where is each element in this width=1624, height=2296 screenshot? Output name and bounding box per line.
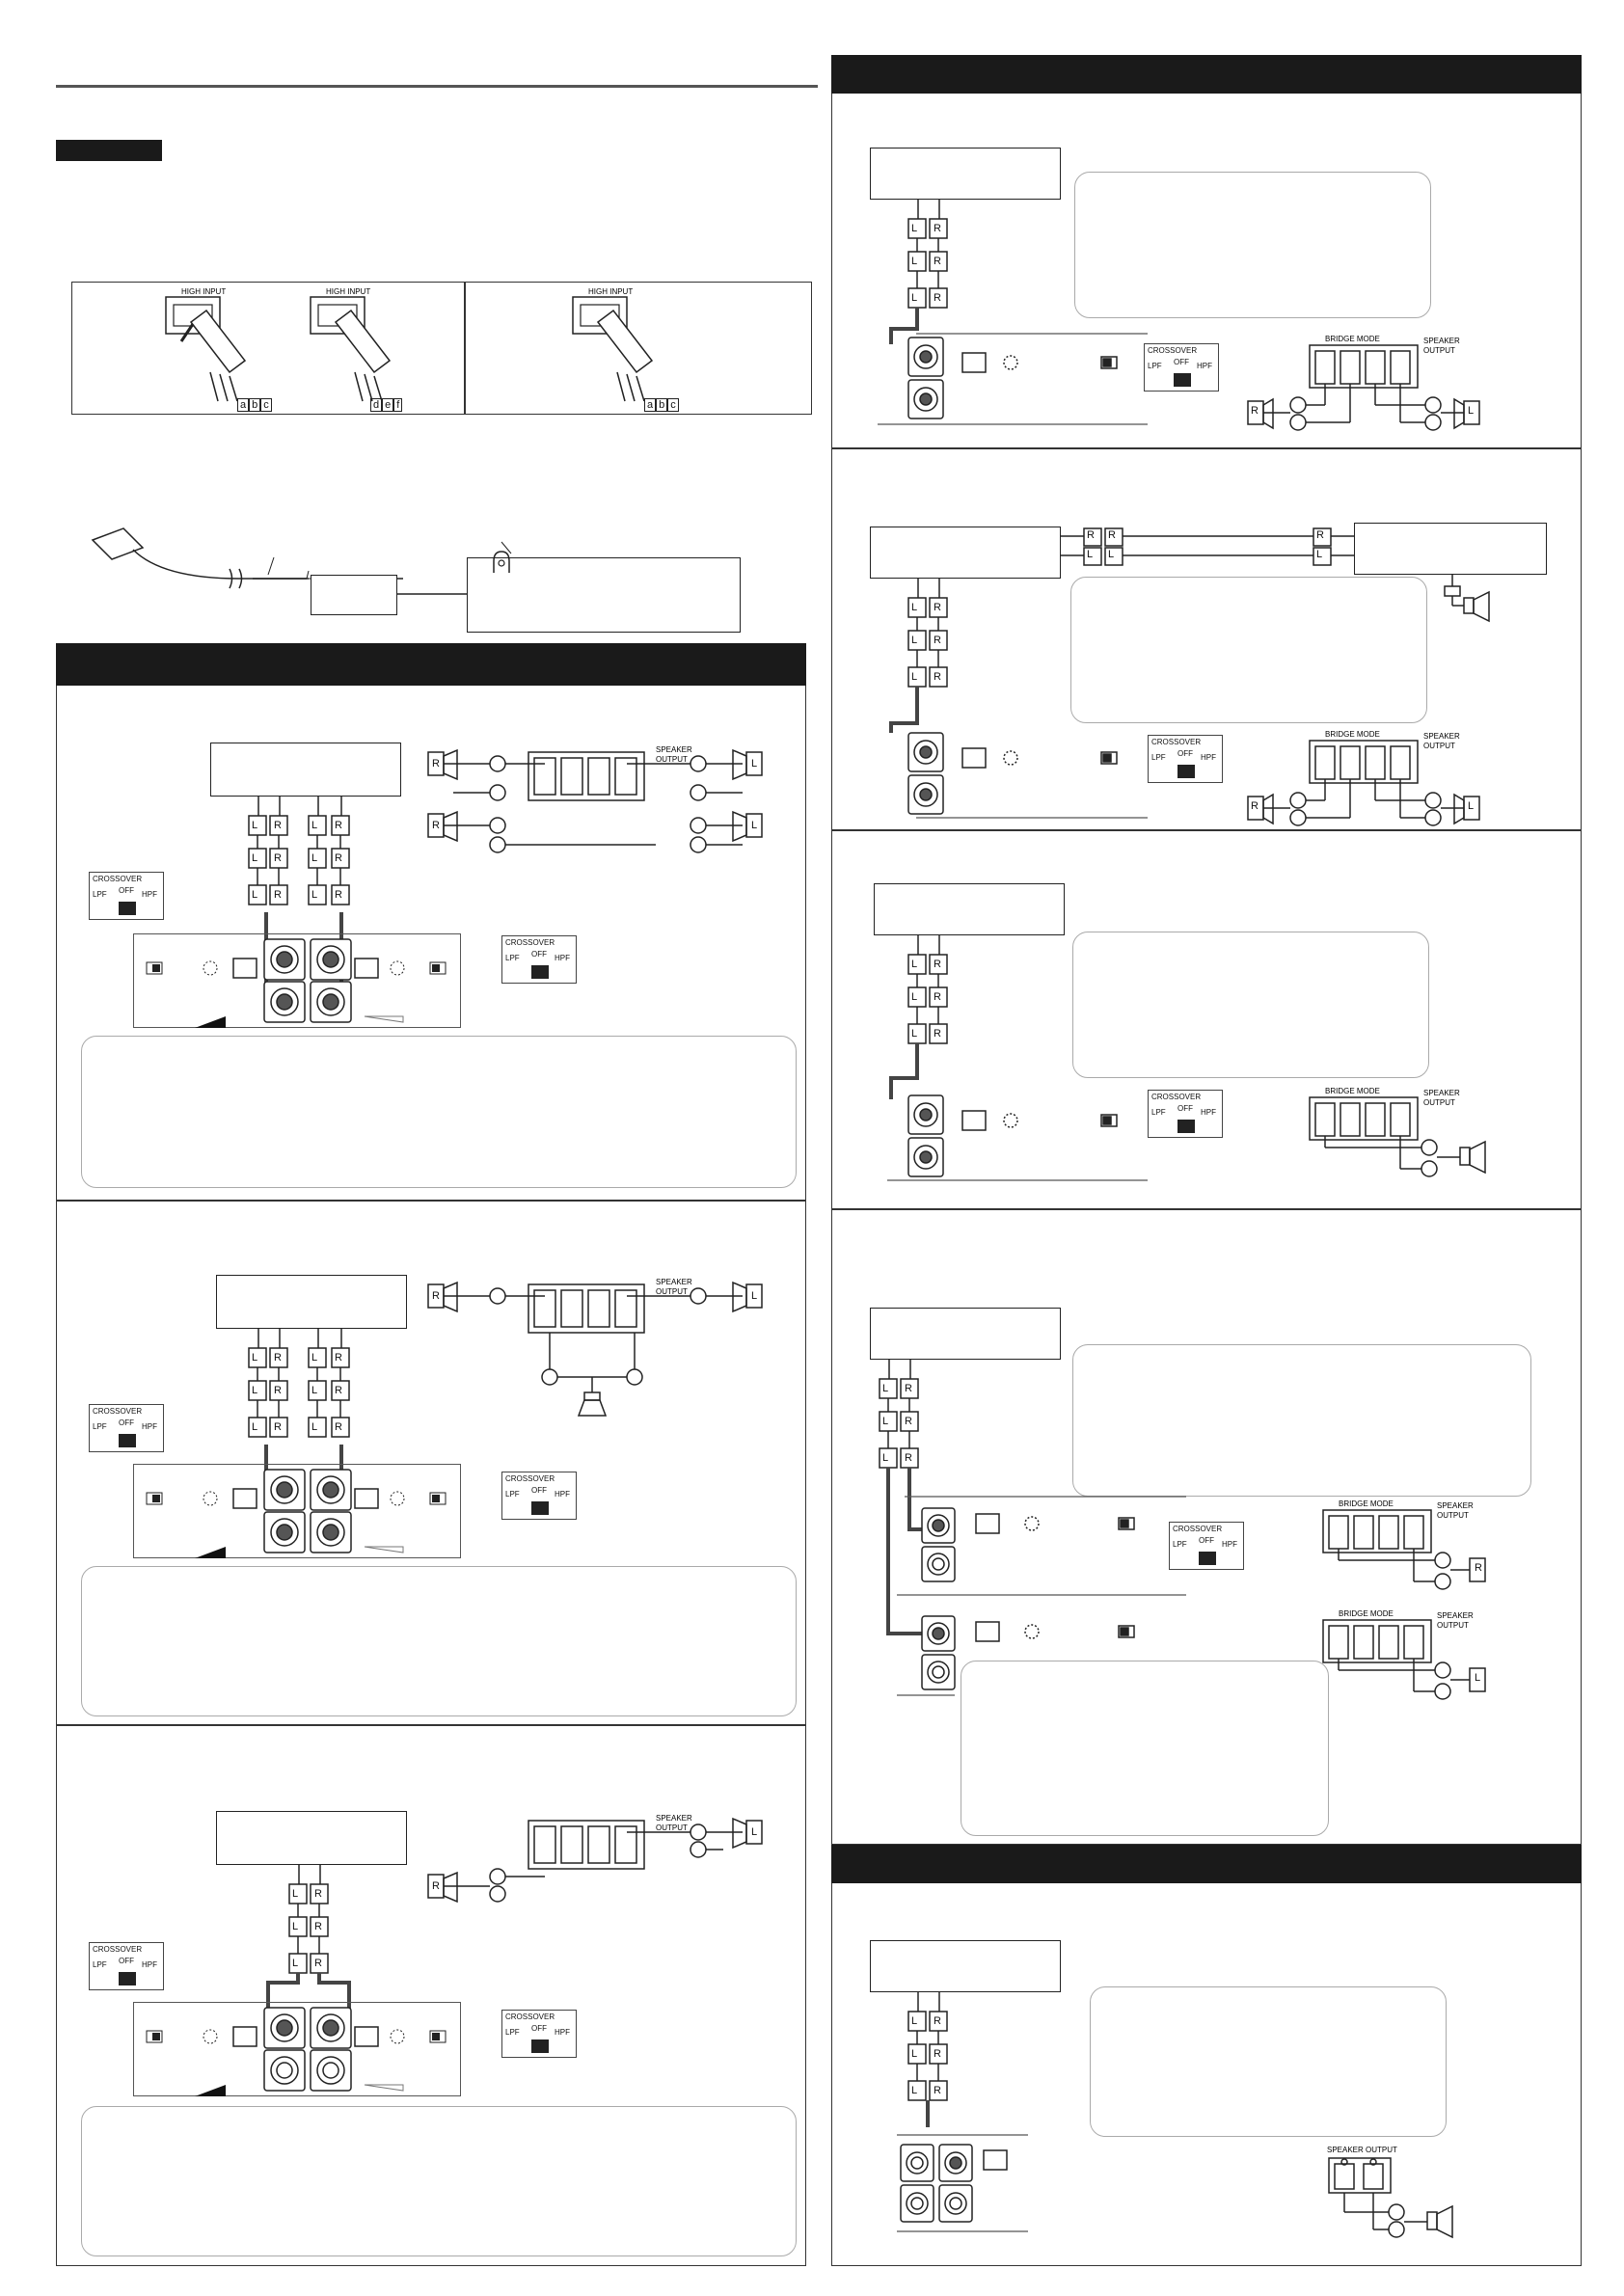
svg-text:SPEAKER: SPEAKER: [656, 1278, 692, 1286]
svg-text:OUTPUT: OUTPUT: [1423, 346, 1455, 355]
amp-controls-b: [145, 1483, 453, 1560]
rca-a-l3: L: [252, 852, 258, 864]
svg-text:OUTPUT: OUTPUT: [1437, 1511, 1469, 1520]
note-r1: [1074, 172, 1431, 318]
rca-a-l4: L: [311, 852, 318, 864]
crossover-a-right: CROSSOVER LPF OFF HPF: [501, 935, 577, 984]
spk-r4-l: L: [1475, 1672, 1481, 1684]
wire-label-abc-1: a b c: [237, 395, 272, 413]
amp-panel-r1: [878, 334, 1148, 430]
rca-b-l5: L: [252, 1421, 258, 1433]
rca-r2-l2: L: [911, 635, 918, 646]
speaker-output-r5: [1327, 2145, 1481, 2241]
rca-a-r1: R: [274, 820, 282, 831]
rca-r5-l2: L: [911, 2048, 918, 2060]
sub-speaker-r2: [1441, 575, 1499, 633]
speaker-output-b: [424, 1265, 771, 1439]
rca-a-r4: R: [335, 852, 342, 864]
cable-box: [311, 575, 397, 615]
amp-panel-r3: [878, 1092, 1148, 1184]
svg-text:OUTPUT: OUTPUT: [656, 1823, 688, 1832]
left-section-header: [56, 643, 806, 686]
rca-r3-l3: L: [911, 1028, 918, 1040]
svg-text:BRIDGE MODE: BRIDGE MODE: [1339, 1499, 1394, 1508]
right-bottom-header: [831, 1845, 1582, 1883]
rca-b-r4: R: [335, 1385, 342, 1396]
amp-panel-r2: [878, 729, 1148, 822]
head-unit-box-r4: [870, 1308, 1061, 1360]
high-input-connector-1: [162, 285, 297, 411]
rca-b-r2: R: [335, 1352, 342, 1364]
speaker-output-r3: [1302, 1084, 1495, 1196]
left-divider-1: [56, 1200, 806, 1202]
svg-text:BRIDGE MODE: BRIDGE MODE: [1325, 1087, 1380, 1095]
rca-r4-r1: R: [905, 1383, 912, 1394]
crossover-c-left: CROSSOVER LPF OFF HPF: [89, 1942, 164, 1990]
rca-b-r3: R: [274, 1385, 282, 1396]
svg-text:SPEAKER: SPEAKER: [1437, 1501, 1474, 1510]
rca-b-r1: R: [274, 1352, 282, 1364]
terminal-symbol: [488, 540, 527, 579]
head-unit-box-a: [210, 743, 401, 797]
rca-b-r6: R: [335, 1421, 342, 1433]
right-divider-1: [831, 447, 1582, 449]
speaker-output-r4b: [1315, 1607, 1508, 1713]
crossover-r1: CROSSOVER LPF OFF HPF: [1144, 343, 1219, 392]
head-unit-box-r3: [874, 883, 1065, 935]
svg-text:OUTPUT: OUTPUT: [656, 755, 688, 764]
left-divider-2: [56, 1724, 806, 1726]
wire-label-def: d e f: [370, 395, 402, 413]
rca-c-l1: L: [292, 1888, 299, 1900]
svg-text:OUTPUT: OUTPUT: [1423, 1098, 1455, 1107]
svg-text:HIGH INPUT: HIGH INPUT: [588, 287, 634, 296]
crossover-b-left: CROSSOVER LPF OFF HPF: [89, 1404, 164, 1452]
svg-text:SPEAKER: SPEAKER: [656, 1814, 692, 1823]
note-a: [81, 1036, 797, 1188]
head-unit-box-r1: [870, 148, 1061, 200]
speaker-output-c: [424, 1801, 771, 1907]
rca-cables-r1: [901, 200, 978, 344]
rca-a-l5: L: [252, 889, 258, 901]
crossover-r3: CROSSOVER LPF OFF HPF: [1148, 1090, 1223, 1138]
rca-r1-l2: L: [911, 256, 918, 267]
note-r4-bottom: [961, 1661, 1329, 1836]
rca-r5-r3: R: [934, 2085, 941, 2096]
link-r2-r3: R: [1316, 529, 1324, 541]
rca-r5-l1: L: [911, 2015, 918, 2027]
spk-a-l2: L: [751, 820, 758, 831]
rca-a-l6: L: [311, 889, 318, 901]
spk-r1-l: L: [1468, 405, 1475, 417]
amp-controls-c: [145, 2021, 453, 2098]
crossover-r2: CROSSOVER LPF OFF HPF: [1148, 735, 1223, 783]
rca-c-l3: L: [292, 1958, 299, 1969]
caution-tab: [56, 140, 162, 161]
head-unit-box-r2: [870, 527, 1061, 579]
spk-a-r2: R: [432, 820, 440, 831]
svg-text:HIGH INPUT: HIGH INPUT: [181, 287, 227, 296]
rca-r5-r2: R: [934, 2048, 941, 2060]
spk-a-r1: R: [432, 758, 440, 770]
rca-r4-l1: L: [882, 1383, 889, 1394]
rca-c-r2: R: [314, 1921, 322, 1932]
rca-a-l1: L: [252, 820, 258, 831]
sub-unit-box-r2: [1354, 523, 1547, 575]
crossover-r4: CROSSOVER LPF OFF HPF: [1169, 1522, 1244, 1570]
rca-b-l3: L: [252, 1385, 258, 1396]
spk-b-r: R: [432, 1290, 440, 1302]
spk-r2-l: L: [1468, 800, 1475, 812]
rca-r5-l3: L: [911, 2085, 918, 2096]
rca-r5-r1: R: [934, 2015, 941, 2027]
note-r3: [1072, 932, 1429, 1078]
right-section-header: [831, 55, 1582, 94]
note-c: [81, 2106, 797, 2256]
rca-r3-l1: L: [911, 959, 918, 970]
speaker-output-r1: [1244, 332, 1485, 438]
svg-text:OUTPUT: OUTPUT: [1437, 1621, 1469, 1630]
svg-text:SPEAKER: SPEAKER: [1423, 337, 1460, 345]
rca-b-l6: L: [311, 1421, 318, 1433]
spk-c-l: L: [751, 1826, 758, 1838]
rca-r1-r1: R: [934, 223, 941, 234]
right-divider-3: [831, 1208, 1582, 1210]
link-r2-l3: L: [1316, 549, 1323, 560]
rca-r1-l3: L: [911, 292, 918, 304]
svg-text:SPEAKER: SPEAKER: [656, 745, 692, 754]
rca-b-l2: L: [311, 1352, 318, 1364]
rca-r3-r1: R: [934, 959, 941, 970]
svg-text:HIGH INPUT: HIGH INPUT: [326, 287, 371, 296]
rca-a-r2: R: [335, 820, 342, 831]
svg-text:SPEAKER: SPEAKER: [1423, 1089, 1460, 1097]
speaker-output-r4a: [1315, 1497, 1508, 1603]
rca-r2-r1: R: [934, 602, 941, 613]
link-r2-l2: L: [1108, 549, 1115, 560]
rca-a-r3: R: [274, 852, 282, 864]
rca-r2-r3: R: [934, 671, 941, 683]
high-input-connector-2: [307, 285, 442, 411]
high-input-divider: [464, 282, 466, 415]
svg-text:BRIDGE MODE: BRIDGE MODE: [1325, 335, 1380, 343]
note-b: [81, 1566, 797, 1716]
svg-text:BRIDGE MODE: BRIDGE MODE: [1339, 1609, 1394, 1618]
head-unit-box-r5: [870, 1940, 1061, 1992]
speaker-output-a2: [424, 806, 771, 864]
rca-r4-r2: R: [905, 1416, 912, 1427]
rca-r1-r3: R: [934, 292, 941, 304]
spk-r2-r: R: [1251, 800, 1259, 812]
spk-a-l1: L: [751, 758, 758, 770]
crossover-b-right: CROSSOVER LPF OFF HPF: [501, 1472, 577, 1520]
amp-panel-r5: [893, 2131, 1038, 2237]
rca-r2-l1: L: [911, 602, 918, 613]
note-r2: [1070, 577, 1427, 723]
rca-r1-l1: L: [911, 223, 918, 234]
rca-c-r3: R: [314, 1958, 322, 1969]
rca-r4-l3: L: [882, 1452, 889, 1464]
rca-r2-r2: R: [934, 635, 941, 646]
head-unit-box-c: [216, 1811, 407, 1865]
svg-text:SPEAKER OUTPUT: SPEAKER OUTPUT: [1327, 2146, 1397, 2154]
rca-r4-l2: L: [882, 1416, 889, 1427]
amp-panel-r4a: [897, 1493, 1186, 1601]
note-r5: [1090, 1986, 1447, 2137]
svg-text:OUTPUT: OUTPUT: [1423, 742, 1455, 750]
head-unit-box-b: [216, 1275, 407, 1329]
crossover-c-right: CROSSOVER LPF OFF HPF: [501, 2010, 577, 2058]
spk-r1-r: R: [1251, 405, 1259, 417]
rca-r2-l3: L: [911, 671, 918, 683]
rca-b-r5: R: [274, 1421, 282, 1433]
svg-text:SPEAKER: SPEAKER: [1423, 732, 1460, 741]
top-rule: [56, 85, 818, 88]
note-r4-top: [1072, 1344, 1531, 1497]
speaker-output-r2: [1244, 727, 1485, 833]
rca-r1-r2: R: [934, 256, 941, 267]
rca-b-l1: L: [252, 1352, 258, 1364]
spk-r4-r: R: [1475, 1562, 1482, 1574]
svg-text:SPEAKER: SPEAKER: [1437, 1611, 1474, 1620]
rca-a-l2: L: [311, 820, 318, 831]
rca-b-l4: L: [311, 1385, 318, 1396]
rca-r3-r2: R: [934, 991, 941, 1003]
rca-cables-r5: [901, 1992, 978, 2137]
spk-b-l: L: [751, 1290, 758, 1302]
svg-text:BRIDGE MODE: BRIDGE MODE: [1325, 730, 1380, 739]
link-r2-r1: R: [1087, 529, 1095, 541]
rca-r3-r3: R: [934, 1028, 941, 1040]
amp-controls-a: [145, 953, 453, 1030]
rca-c-l2: L: [292, 1921, 299, 1932]
crossover-a-left: CROSSOVER LPF OFF HPF: [89, 872, 164, 920]
rca-r4-r3: R: [905, 1452, 912, 1464]
high-input-connector-3: [569, 285, 704, 411]
rca-c-r1: R: [314, 1888, 322, 1900]
rca-a-r5: R: [274, 889, 282, 901]
spk-c-r: R: [432, 1880, 440, 1892]
wire-label-abc-2: a b c: [644, 395, 679, 413]
svg-text:OUTPUT: OUTPUT: [656, 1287, 688, 1296]
link-r2-l1: L: [1087, 549, 1094, 560]
rca-a-r6: R: [335, 889, 342, 901]
link-r2-r2: R: [1108, 529, 1116, 541]
rca-r3-l2: L: [911, 991, 918, 1003]
